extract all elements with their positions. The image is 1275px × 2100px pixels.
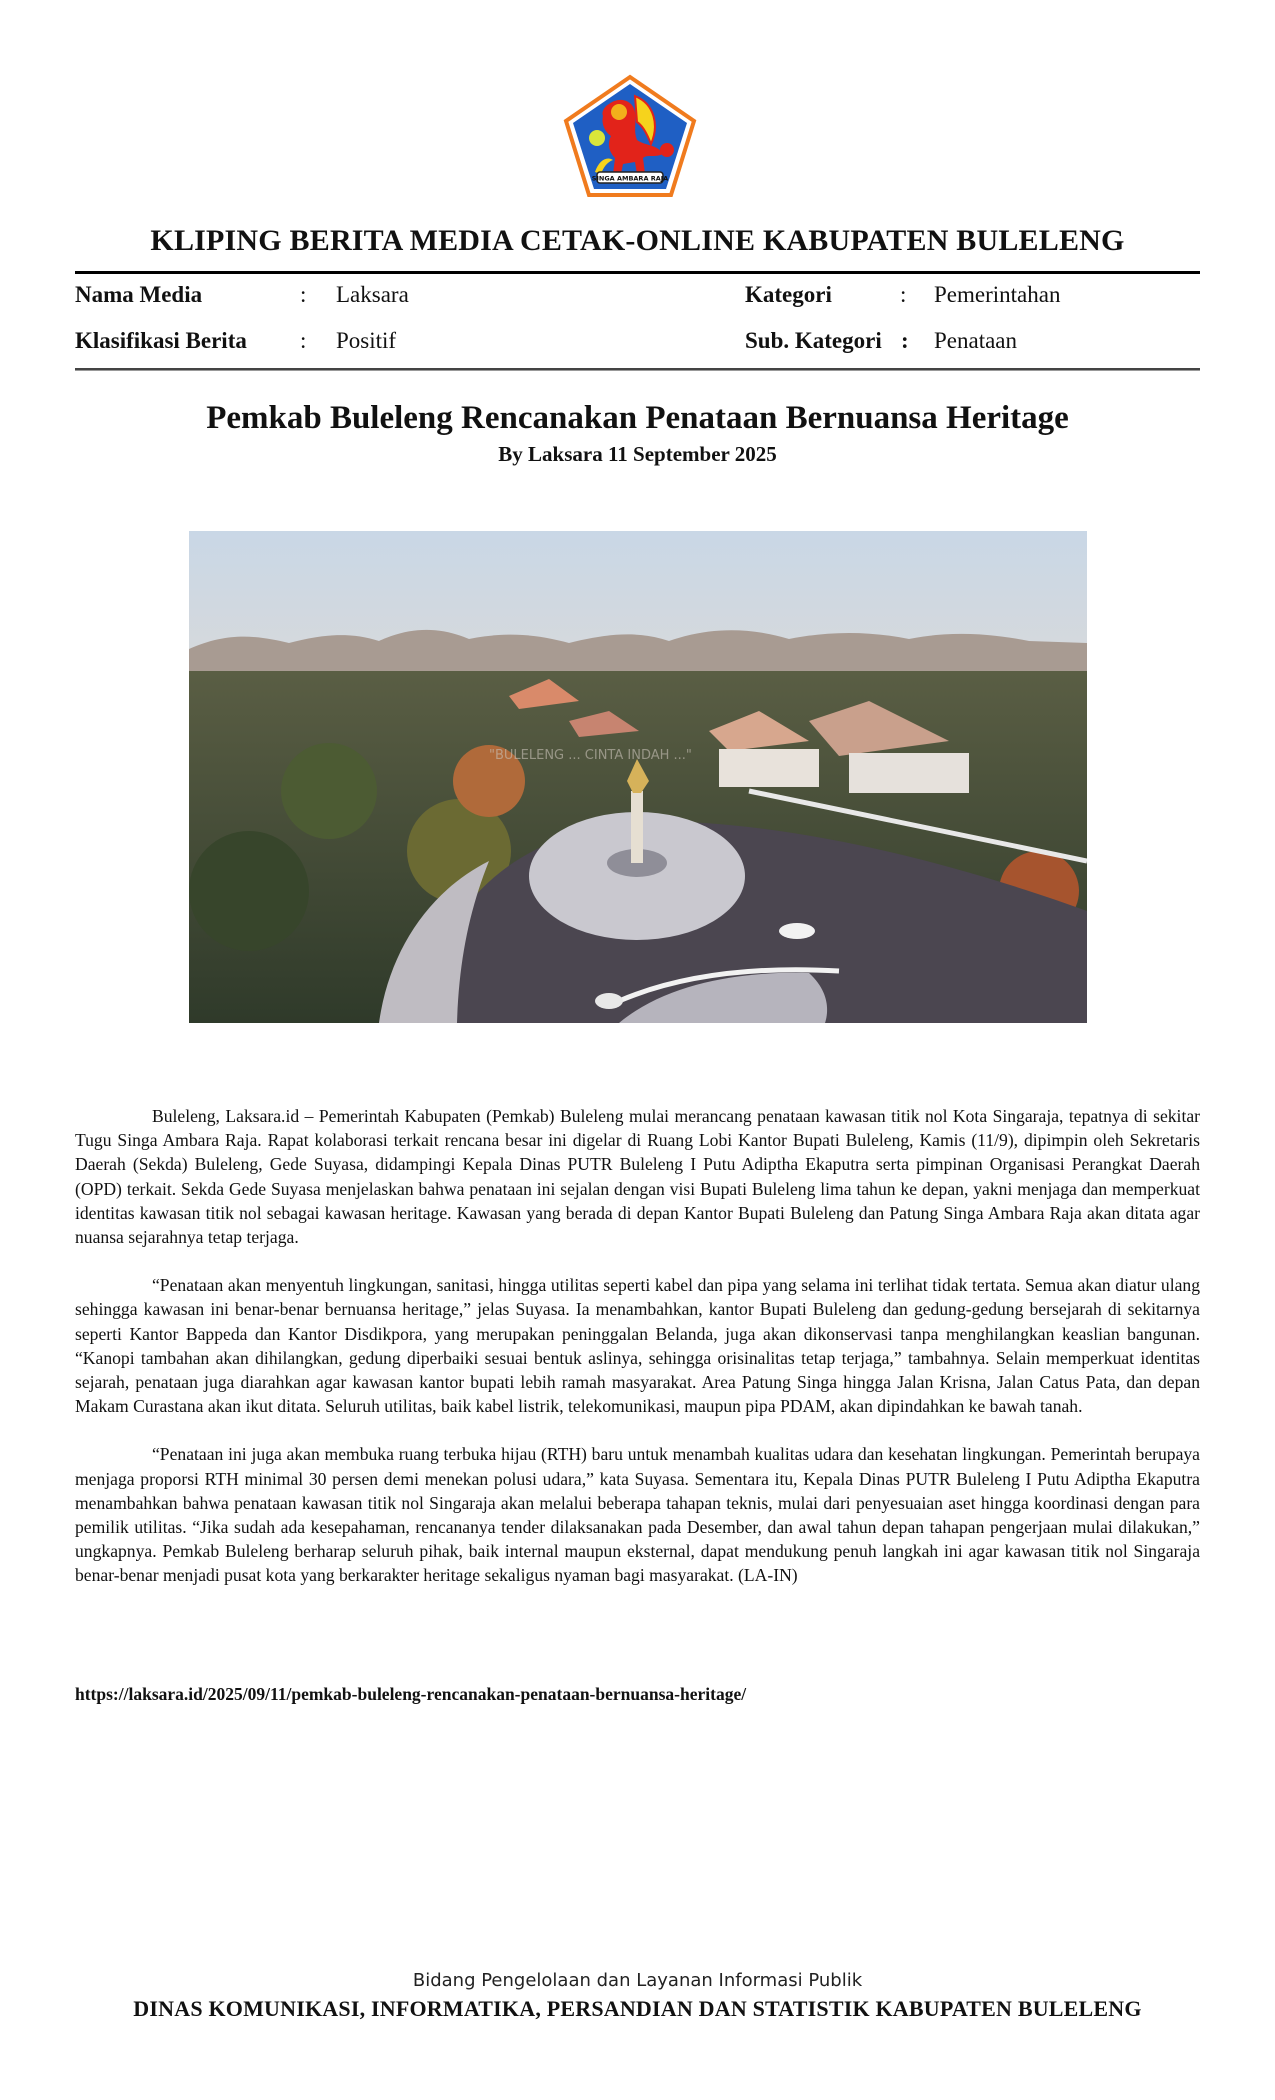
buleleng-regency-logo [563,74,697,198]
kategori-value: Pemerintahan [934,282,1061,307]
article-paragraph: Buleleng, Laksara.id – Pemerintah Kabupaten (Pemkab) Buleleng mulai merancang penataan kawasan titik nol Kota Singaraja, tepatnya di sekitar Tugu Singa Ambara Raja. Rapat kolaborasi terkait rencana besar ini digelar di Ruang Lobi Kantor Bupati Buleleng, Kamis (11/9), dipimpin oleh Sekretaris Daerah (Sekda) Buleleng, Gede Suyasa, didampingi Kepala Dinas PUTR Buleleng I Putu Adiptha Ekaputra serta pimpinan Organisasi Perangkat Daerah (OPD) terkait. Sekda Gede Suyasa menjelaskan bahwa penataan ini sejalan dengan visi Bupati Buleleng lima tahun ke depan, yakni menjaga dan memperkuat identitas kawasan titik nol sebagai kawasan heritage. Kawasan yang berada di depan Kantor Bupati Buleleng dan Patung Singa Ambara Raja akan ditata agar nuansa sejarahnya tetap terjaga. [75,1106,1200,1248]
article-photo [189,531,1087,1023]
kliping-header-title: KLIPING BERITA MEDIA CETAK-ONLINE KABUPATEN BULELENG [150,224,1125,257]
colon: : [300,328,307,353]
meta-nama-media [75,282,202,308]
meta-kategori [745,282,832,308]
meta-sub-kategori-colon [901,328,909,354]
meta-klasifikasi-colon [300,328,306,354]
klasifikasi-value: Positif [336,328,397,353]
meta-klasifikasi-value-wrap [336,328,396,354]
source-url-link[interactable]: https://laksara.id/2025/09/11/pemkab-buleleng-rencanakan-penataan-bernuansa-heritage/ [75,1684,747,1704]
nama-media-value: Laksara [336,282,409,307]
footer-agency: DINAS KOMUNIKASI, INFORMATIKA, PERSANDIAN DAN STATISTIK KABUPATEN BULELENG [133,1996,1142,2021]
logo-ribbon-text: SINGA AMBARA RAJA [591,174,669,183]
article-byline: By Laksara 11 September 2025 [498,442,777,466]
article-paragraph: “Penataan ini juga akan membuka ruang terbuka hijau (RTH) baru untuk menambah kualitas udara dan kesehatan lingkungan. Pemerintah berupaya menjaga proporsi RTH minimal 30 persen demi menekan polusi udara,” kata Suyasa. Sementara itu, Kepala Dinas PUTR Buleleng I Putu Adiptha Ekaputra menambahkan bahwa penataan kawasan titik nol Singaraja akan melalui beberapa tahapan teknis, mulai dari penyesuaian aset hingga koordinasi dengan para pemilik utilitas. “Jika sudah ada kesepahaman, rencananya tender dilaksanakan pada Desember, dan awal tahun depan tahapan pengerjaan mulai dilakukan,” ungkapnya. Pemkab Buleleng berharap seluruh pihak, baik internal maupun eksternal, dapat mendukung penuh langkah ini agar kawasan titik nol Singaraja benar-benar menjadi pusat kota yang berkarakter heritage sekaligus nyaman bagi masyarakat. (LA-IN) [75,1444,1200,1586]
meta-sub-kategori-value-wrap [934,328,1017,354]
meta-klasifikasi [75,328,247,354]
header-rule-top [75,271,1200,274]
nama-media-label: Nama Media [75,282,203,307]
colon: : [900,282,907,307]
singa-ambara-raja-emblem-icon [563,74,697,198]
kategori-label: Kategori [745,282,832,307]
sub-kategori-label: Sub. Kategori [745,328,882,353]
photo-watermark-text: "BULELENG ... CINTA INDAH ..." [489,748,692,763]
article-body [75,1104,1200,1612]
article-paragraph: “Penataan akan menyentuh lingkungan, sanitasi, hingga utilitas seperti kabel dan pipa yang selama ini terlihat tidak tertata. Semua akan diatur ulang sehingga kawasan ini benar-benar bernuansa heritage,” jelas Suyasa. Ia menambahkan, kantor Bupati Buleleng dan gedung-gedung bersejarah di sekitarnya seperti Kantor Bappeda dan Kantor Disdikpora, yang merupakan peninggalan Belanda, juga akan dikonservasi tanpa menghilangkan keaslian bangunan. “Kanopi tambahan akan dihilangkan, gedung diperbaiki sesuai bentuk aslinya, sehingga orisinalitas tetap terjaga,” tambahnya. Selain memperkuat identitas sejarah, penataan juga diarahkan agar kawasan kantor bupati lebih ramah masyarakat. Area Patung Singa hingga Jalan Krisna, Jalan Catus Pata, dan depan Makam Curastana akan ikut ditata. Seluruh utilitas, baik kabel listrik, telekomunikasi, maupun pipa PDAM, akan dipindahkan ke bawah tanah. [75,1275,1200,1417]
colon: : [300,282,307,307]
colon: : [901,328,909,353]
meta-nama-media-value-wrap [336,282,409,308]
article-title: Pemkab Buleleng Rencanakan Penataan Bernuansa Heritage [206,400,1069,436]
meta-kategori-colon [900,282,906,308]
meta-sub-kategori [745,328,882,354]
header-rule-bottom [75,368,1200,371]
meta-nama-media-colon [300,282,306,308]
sub-kategori-value: Penataan [934,328,1018,353]
aerial-render-illustration [189,531,1087,1023]
meta-kategori-value-wrap [934,282,1060,308]
footer-division: Bidang Pengelolaan dan Layanan Informasi Publik [412,1970,863,1991]
klasifikasi-label: Klasifikasi Berita [75,328,247,353]
